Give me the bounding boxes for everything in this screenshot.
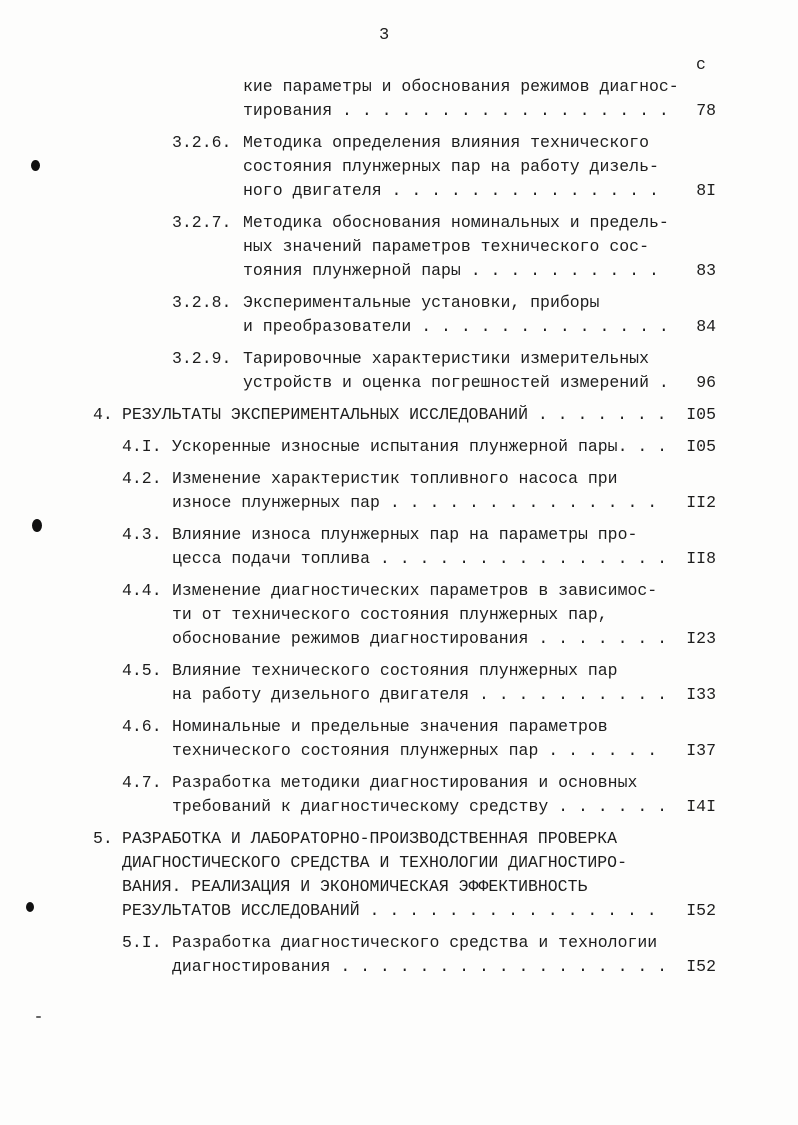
section-number: 4.6.	[122, 717, 162, 736]
toc-entry	[0, 659, 798, 707]
table-of-contents	[0, 75, 798, 987]
section-number: 5.	[93, 829, 113, 848]
page-ref: 84	[696, 317, 716, 336]
entry-text-line: на работу дизельного двигателя . . . . . . . . . .	[172, 685, 668, 704]
toc-entry	[0, 131, 798, 203]
page-ref: I05	[686, 437, 716, 456]
entry-text-line: Ускоренные износные испытания плунжерной пары. . .	[172, 437, 668, 456]
page-ref: II2	[686, 493, 716, 512]
entry-text-line: РЕЗУЛЬТАТОВ ИССЛЕДОВАНИЙ . . . . . . . . . . . . . . .	[122, 901, 657, 920]
entry-text-line: ного двигателя . . . . . . . . . . . . . .	[243, 181, 659, 200]
entry-text-line: технического состояния плунжерных пар . . . . . .	[172, 741, 658, 760]
toc-entry	[0, 347, 798, 395]
section-number: 4.5.	[122, 661, 162, 680]
entry-text-line: тирования . . . . . . . . . . . . . . . . .	[243, 101, 669, 120]
page-ref: I37	[686, 741, 716, 760]
entry-text-line: устройств и оценка погрешностей измерений .	[243, 373, 669, 392]
page-ref: 8I	[696, 181, 716, 200]
page-ref: 96	[696, 373, 716, 392]
page-ref: I4I	[686, 797, 716, 816]
entry-text-line: состояния плунжерных пар на работу дизель-	[243, 157, 659, 176]
section-number: 3.2.8.	[172, 293, 232, 312]
toc-entry	[0, 523, 798, 571]
section-number: 4.2.	[122, 469, 162, 488]
section-number: 3.2.6.	[172, 133, 232, 152]
section-number: 3.2.9.	[172, 349, 232, 368]
entry-text-line: РЕЗУЛЬТАТЫ ЭКСПЕРИМЕНТАЛЬНЫХ ИССЛЕДОВАНИЙ . . . . . . .	[122, 405, 667, 424]
entry-text-line: обоснование режимов диагностирования . . . . . . .	[172, 629, 668, 648]
entry-text-line: кие параметры и обоснования режимов диагнос-	[243, 77, 679, 96]
toc-entry	[0, 211, 798, 283]
toc-entry	[0, 75, 798, 123]
page-ref: I23	[686, 629, 716, 648]
toc-entry	[0, 771, 798, 819]
page-column-label: с	[696, 55, 706, 74]
entry-text-line: и преобразователи . . . . . . . . . . . . .	[243, 317, 669, 336]
entry-text-line: Разработка диагностического средства и технологии	[172, 933, 658, 952]
page-ref: I33	[686, 685, 716, 704]
section-number: 4.I.	[122, 437, 162, 456]
page-ref: II8	[686, 549, 716, 568]
scan-speck	[36, 1016, 41, 1018]
entry-text-line: ДИАГНОСТИЧЕСКОГО СРЕДСТВА И ТЕХНОЛОГИИ ДИАГНОСТИРО-	[122, 853, 627, 872]
section-number: 4.	[93, 405, 113, 424]
entry-text-line: РАЗРАБОТКА И ЛАБОРАТОРНО-ПРОИЗВОДСТВЕННАЯ ПРОВЕРКА	[122, 829, 618, 848]
section-number: 4.7.	[122, 773, 162, 792]
toc-entry	[0, 403, 798, 427]
entry-text-line: Влияние износа плунжерных пар на параметры про-	[172, 525, 638, 544]
entry-text-line: Методика обоснования номинальных и предель-	[243, 213, 669, 232]
entry-text-line: ВАНИЯ. РЕАЛИЗАЦИЯ И ЭКОНОМИЧЕСКАЯ ЭФФЕКТИВНОСТЬ	[122, 877, 588, 896]
section-number: 4.4.	[122, 581, 162, 600]
entry-text-line: Изменение диагностических параметров в зависимос-	[172, 581, 658, 600]
entry-text-line: Влияние технического состояния плунжерных пар	[172, 661, 618, 680]
toc-entry	[0, 931, 798, 979]
entry-text-line: требований к диагностическому средству . . . . . .	[172, 797, 668, 816]
toc-entry	[0, 467, 798, 515]
entry-text-line: Экспериментальные установки, приборы	[243, 293, 600, 312]
entry-text-line: износе плунжерных пар . . . . . . . . . . . . . .	[172, 493, 658, 512]
entry-text-line: Номинальные и предельные значения параметров	[172, 717, 608, 736]
entry-text-line: цесса подачи топлива . . . . . . . . . . . . . . .	[172, 549, 668, 568]
entry-text-line: Разработка методики диагностирования и основных	[172, 773, 638, 792]
entry-text-line: Методика определения влияния технического	[243, 133, 649, 152]
page-number: 3	[379, 26, 390, 45]
toc-entry	[0, 291, 798, 339]
entry-text-line: ных значений параметров технического сос-	[243, 237, 649, 256]
toc-entry	[0, 435, 798, 459]
page-ref: 83	[696, 261, 716, 280]
section-number: 4.3.	[122, 525, 162, 544]
section-number: 5.I.	[122, 933, 162, 952]
entry-text-line: Тарировочные характеристики измерительных	[243, 349, 649, 368]
entry-text-line: Изменение характеристик топливного насоса при	[172, 469, 618, 488]
toc-entry	[0, 827, 798, 923]
toc-entry	[0, 715, 798, 763]
page-ref: I05	[686, 405, 716, 424]
toc-entry	[0, 579, 798, 651]
entry-text-line: ти от технического состояния плунжерных пар,	[172, 605, 608, 624]
page-ref: 78	[696, 101, 716, 120]
page-ref: I52	[686, 957, 716, 976]
page-ref: I52	[686, 901, 716, 920]
section-number: 3.2.7.	[172, 213, 232, 232]
entry-text-line: тояния плунжерной пары . . . . . . . . . .	[243, 261, 659, 280]
entry-text-line: диагностирования . . . . . . . . . . . . . . . . .	[172, 957, 668, 976]
